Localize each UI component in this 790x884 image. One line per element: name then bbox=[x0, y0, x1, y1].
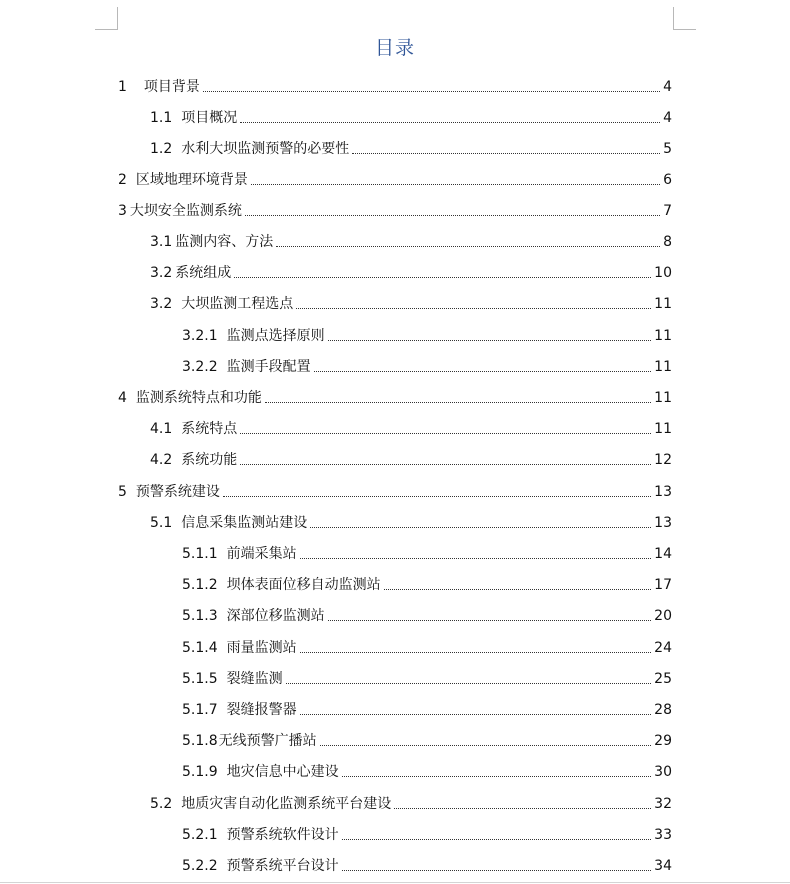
toc-dot-leader bbox=[203, 91, 660, 92]
toc-entry-page: 33 bbox=[654, 827, 672, 843]
toc-entry[interactable] bbox=[182, 604, 672, 626]
toc-entry[interactable] bbox=[118, 199, 672, 221]
toc-dot-leader bbox=[384, 589, 652, 590]
toc-entry-title: 水利大坝监测预警的必要性 bbox=[181, 141, 350, 157]
toc-dot-leader bbox=[223, 496, 651, 497]
toc-entry-number: 4.2 bbox=[150, 452, 173, 468]
toc-dot-leader bbox=[245, 215, 660, 216]
toc-dot-leader bbox=[328, 620, 652, 621]
toc-entry-title: 系统功能 bbox=[181, 452, 238, 468]
toc-dot-leader bbox=[320, 745, 652, 746]
toc-entry[interactable] bbox=[150, 511, 672, 533]
toc-dot-leader bbox=[328, 340, 652, 341]
toc-entry-title: 裂缝报警器 bbox=[226, 702, 297, 718]
toc-dot-leader bbox=[251, 184, 660, 185]
toc-entry-page: 32 bbox=[654, 796, 672, 812]
toc-entry-page: 28 bbox=[654, 702, 672, 718]
toc-dot-leader bbox=[310, 527, 651, 528]
toc-entry[interactable] bbox=[182, 324, 672, 346]
toc-entry-number: 1.2 bbox=[150, 141, 173, 157]
toc-entry[interactable] bbox=[182, 355, 672, 377]
toc-entry-page: 4 bbox=[663, 110, 672, 126]
toc-entry-title: 项目概况 bbox=[181, 110, 238, 126]
toc-entry-number: 5 bbox=[118, 484, 127, 500]
toc-entry-number: 5.1.8 bbox=[182, 733, 218, 749]
toc-dot-leader bbox=[240, 433, 651, 434]
toc-entry-page: 13 bbox=[654, 484, 672, 500]
toc-entry-title: 项目背景 bbox=[143, 79, 200, 95]
toc-entry-title: 区域地理环境背景 bbox=[135, 172, 248, 188]
toc-dot-leader bbox=[394, 808, 651, 809]
toc-entry-page: 7 bbox=[663, 203, 672, 219]
toc-entry-title: 监测点选择原则 bbox=[226, 328, 325, 344]
toc-entry-title: 大坝监测工程选点 bbox=[181, 296, 294, 312]
toc-entry-page: 29 bbox=[654, 733, 672, 749]
page-corner-mark-left bbox=[95, 7, 118, 30]
toc-entry-page: 14 bbox=[654, 546, 672, 562]
toc-entry-number: 5.2 bbox=[150, 796, 173, 812]
toc-entry[interactable] bbox=[182, 823, 672, 845]
toc-entry-number: 5.1.5 bbox=[182, 671, 218, 687]
toc-entry-number: 5.1.9 bbox=[182, 764, 218, 780]
toc-dot-leader bbox=[300, 558, 652, 559]
toc-entry-number: 1.1 bbox=[150, 110, 173, 126]
toc-entry-number: 5.1 bbox=[150, 515, 173, 531]
page-bottom-divider bbox=[0, 882, 790, 883]
toc-entry[interactable] bbox=[118, 75, 672, 97]
toc-dot-leader bbox=[300, 652, 652, 653]
toc-dot-leader bbox=[240, 464, 651, 465]
toc-entry[interactable] bbox=[150, 448, 672, 470]
toc-entry-title: 无线预警广播站 bbox=[218, 733, 317, 749]
toc-entry-number: 5.1.4 bbox=[182, 640, 218, 656]
toc-entry-number: 4 bbox=[118, 390, 127, 406]
toc-entry-title: 前端采集站 bbox=[226, 546, 297, 562]
toc-entry[interactable] bbox=[182, 854, 672, 876]
toc-entry-page: 11 bbox=[654, 390, 672, 406]
toc-entry-number: 5.2.1 bbox=[182, 827, 218, 843]
toc-entry-page: 20 bbox=[654, 608, 672, 624]
toc-entry[interactable] bbox=[150, 792, 672, 814]
toc-entry-title: 雨量监测站 bbox=[226, 640, 297, 656]
toc-entry[interactable] bbox=[182, 698, 672, 720]
toc-entry-number: 3.2 bbox=[150, 296, 173, 312]
toc-entry[interactable] bbox=[182, 667, 672, 689]
toc-entry[interactable] bbox=[150, 292, 672, 314]
toc-entry-number: 5.1.2 bbox=[182, 577, 218, 593]
toc-entry-number: 5.1.1 bbox=[182, 546, 218, 562]
toc-entry[interactable] bbox=[182, 636, 672, 658]
toc-entry-title: 系统特点 bbox=[181, 421, 238, 437]
toc-entry[interactable] bbox=[118, 480, 672, 502]
toc-entry-title: 预警系统平台设计 bbox=[226, 858, 339, 874]
toc-entry-title: 监测手段配置 bbox=[226, 359, 311, 375]
toc-entry-page: 11 bbox=[654, 296, 672, 312]
toc-entry-title: 地灾信息中心建设 bbox=[226, 764, 339, 780]
toc-entry-number: 5.1.3 bbox=[182, 608, 218, 624]
toc-entry-page: 5 bbox=[663, 141, 672, 157]
toc-entry[interactable] bbox=[182, 729, 672, 751]
toc-entry-number: 5.2.2 bbox=[182, 858, 218, 874]
toc-entry[interactable] bbox=[150, 230, 672, 252]
toc-entry-page: 30 bbox=[654, 764, 672, 780]
toc-entry-number: 4.1 bbox=[150, 421, 173, 437]
toc-entry-title: 坝体表面位移自动监测站 bbox=[226, 577, 381, 593]
toc-entry-page: 11 bbox=[654, 359, 672, 375]
toc-entry-number: 3.2 bbox=[150, 265, 173, 281]
toc-entry-page: 8 bbox=[663, 234, 672, 250]
toc-entry[interactable] bbox=[182, 760, 672, 782]
toc-entry-page: 10 bbox=[654, 265, 672, 281]
toc-dot-leader bbox=[265, 402, 651, 403]
toc-entry[interactable] bbox=[182, 573, 672, 595]
toc-entry-number: 3.2.1 bbox=[182, 328, 218, 344]
toc-entry[interactable] bbox=[150, 137, 672, 159]
toc-entry-page: 17 bbox=[654, 577, 672, 593]
toc-dot-leader bbox=[342, 776, 652, 777]
toc-entry-page: 11 bbox=[654, 328, 672, 344]
toc-entry-number: 3.1 bbox=[150, 234, 173, 250]
toc-dot-leader bbox=[276, 246, 660, 247]
toc-entry-title: 监测系统特点和功能 bbox=[135, 390, 262, 406]
toc-entry-title: 系统组成 bbox=[175, 265, 232, 281]
toc-dot-leader bbox=[314, 371, 652, 372]
toc-dot-leader bbox=[234, 277, 651, 278]
toc-entry-number: 3 bbox=[118, 203, 127, 219]
page-corner-mark-right bbox=[673, 7, 696, 30]
toc-entry-title: 信息采集监测站建设 bbox=[181, 515, 308, 531]
toc-entry-page: 34 bbox=[654, 858, 672, 874]
toc-dot-leader bbox=[296, 308, 651, 309]
toc-entry-title: 地质灾害自动化监测系统平台建设 bbox=[181, 796, 392, 812]
toc-entry-title: 大坝安全监测系统 bbox=[129, 203, 242, 219]
toc-entry[interactable] bbox=[118, 386, 672, 408]
toc-entry-page: 4 bbox=[663, 79, 672, 95]
toc-entry-number: 5.1.7 bbox=[182, 702, 218, 718]
toc-entry-page: 12 bbox=[654, 452, 672, 468]
toc-entry-page: 11 bbox=[654, 421, 672, 437]
toc-entry-page: 13 bbox=[654, 515, 672, 531]
toc-entry-title: 裂缝监测 bbox=[226, 671, 283, 687]
toc-entry-number: 2 bbox=[118, 172, 127, 188]
toc-dot-leader bbox=[240, 122, 660, 123]
toc-dot-leader bbox=[286, 683, 652, 684]
toc-entry-page: 24 bbox=[654, 640, 672, 656]
toc-dot-leader bbox=[352, 153, 660, 154]
toc-entry-number: 1 bbox=[118, 79, 127, 95]
toc-entry-number: 3.2.2 bbox=[182, 359, 218, 375]
toc-entry-title: 预警系统软件设计 bbox=[226, 827, 339, 843]
toc-entry-title: 监测内容、方法 bbox=[175, 234, 274, 250]
toc-entry[interactable] bbox=[150, 417, 672, 439]
toc-entry[interactable] bbox=[150, 106, 672, 128]
toc-dot-leader bbox=[300, 714, 652, 715]
toc-entry-title: 深部位移监测站 bbox=[226, 608, 325, 624]
toc-entry[interactable] bbox=[150, 261, 672, 283]
toc-entry-page: 25 bbox=[654, 671, 672, 687]
toc-entry[interactable] bbox=[118, 168, 672, 190]
toc-entry-page: 6 bbox=[663, 172, 672, 188]
toc-dot-leader bbox=[342, 870, 652, 871]
toc-entry-title: 预警系统建设 bbox=[135, 484, 220, 500]
toc-dot-leader bbox=[342, 839, 652, 840]
toc-entry[interactable] bbox=[182, 542, 672, 564]
toc-title: 目录 bbox=[374, 37, 415, 59]
